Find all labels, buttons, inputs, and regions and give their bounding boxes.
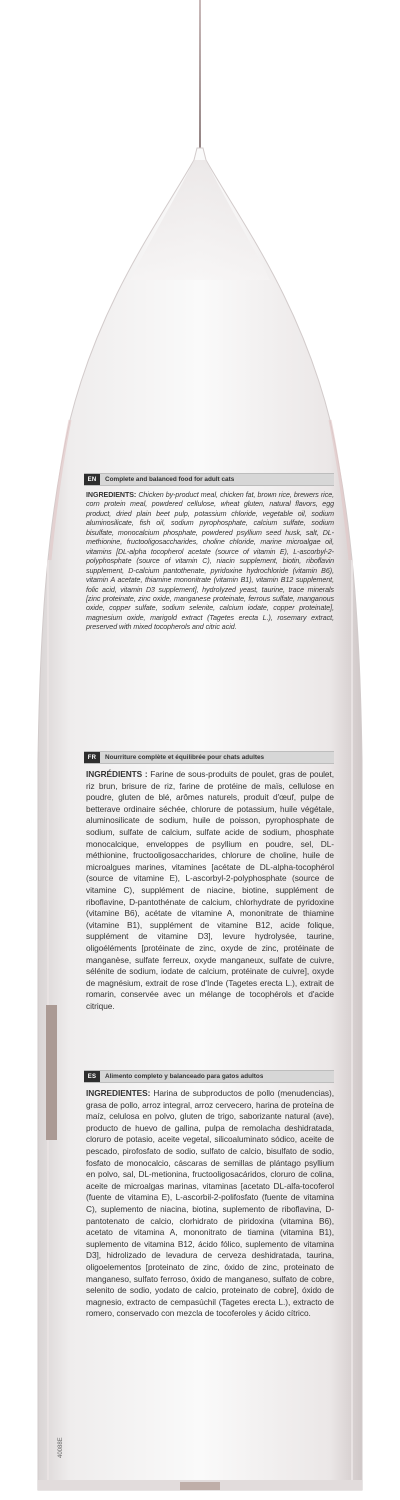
panel-title: Alimento completo y balanceado para gatos adultos <box>105 1073 264 1080</box>
ingredients-list: Farine de sous-produits de poulet, gras de poulet, riz brun, brisure de riz, farine de protéine de maïs, cellulose en poudre, gluten de blé, arômes naturels, produit d'œuf, pulpe de betterave ordinaire séchée, chlorure de potassium, huile végétale, aluminosilicate de sodium, huile de poisson, pyrophosphate de sodium, sulfate de calcium, sulfate acide de sodium, phosphate monocalcique, enveloppes de psyllium en poudre, sel, DL-méthionine, fructooligosaccharides, chlorure de choline, huile de microalgues marines, vitamines [acétate de DL-alpha-tocophérol (source de vitamine E), L-ascorbyl-2-polyphosphate (source de vitamine C), supplément de niacine, biotine, supplément de riboflavine, D-pantothénate de calcium, chlorhydrate de pyridoxine (vitamine B6), acétate de vitamine A, mononitrate de thiamine (vitamine B1), supplément de vitamine B12, acide folique, supplément de vitamine D3], levure hydrolysée, taurine, oligoéléments [protéinate de zinc, oxyde de zinc, protéinate de manganèse, sulfate ferreux, oxyde manganeux, sulfate de cuivre, sélénite de sodium, iodate de calcium, protéinate de cuivre], oxyde de magnésium, extrait de rose d'Inde (Tagetes erecta L.), extrait de romarin, conservée avec un mélange de tocophérols et d'acide citrique. <box>86 769 334 1011</box>
panel-title: Complete and balanced food for adult cats <box>105 476 235 483</box>
ingredients-label: INGREDIENTES: <box>86 1088 151 1098</box>
language-code: FR <box>84 752 100 763</box>
side-color-band <box>46 1005 57 1140</box>
ingredients-panel-en <box>84 473 334 633</box>
ingredients-list: Harina de subproductos de pollo (menudencias), grasa de pollo, arroz integral, arroz cervecero, harina de proteína de maíz, celulosa en polvo, gluten de trigo, saborizante natural (ave), producto de huevo de gallina, pulpa de remolacha deshidratada, cloruro de potasio, aceite vegetal, silicoaluminato sódico, aceite de pescado, pirofosfato de sodio, sulfato de calcio, bisulfato de sodio, fosfato de monocalcio, cáscaras de semillas de plántago psyllium en polvo, sal, DL-metionina, fructooligosacáridos, cloruro de colina, aceite de microalgas marinas, vitaminas [acetato DL-alfa-tocoferol (fuente de vitamina E), L-ascorbil-2-polifosfato (fuente de vitamina C), suplemento de niacina, biotina, suplemento de riboflavina, D-pantotenato de calcio, clorhidrato de piridoxina (vitamina B6), acetato de vitamina A, mononitrato de tiamina (vitamina B1), suplemento de vitamina B12, ácido fólico, suplemento de vitamina D3], hidrolizado de levadura de cerveza deshidratada, taurina, oligoelementos [proteinato de zinc, óxido de zinc, proteinato de manganeso, sulfato ferroso, óxido de manganeso, sulfato de cobre, selenito de sodio, yodato de calcio, proteinato de cobre], óxido de magnesio, extracto de cempasúchil (Tagetes erecta L.), extracto de romero, conservado con mezcla de tocoferoles y ácido cítrico. <box>86 1088 334 1319</box>
ingredients-list: Chicken by-product meal, chicken fat, brown rice, brewers rice, corn protein meal, powdered cellulose, wheat gluten, natural flavors, egg product, dried plain beet pulp, potassium chloride, vegetable oil, sodium aluminosilicate, fish oil, sodium pyrophosphate, calcium sulfate, sodium bisulfate, monocalcium phosphate, powdered psyllium seed husk, salt, DL-methionine, fructooligosaccharides, choline chloride, marine microalgae oil, vitamins [DL-alpha tocopherol acetate (source of vitamin E), L-ascorbyl-2-polyphosphate (source of vitamin C), niacin supplement, biotin, riboflavin supplement, D-calcium pantothenate, pyridoxine hydrochloride (vitamin B6), vitamin A acetate, thiamine mononitrate (vitamin B1), vitamin B12 supplement, folic acid, vitamin D3 supplement], hydrolyzed yeast, taurine, trace minerals [zinc proteinate, zinc oxide, manganese proteinate, ferrous sulfate, manganous oxide, copper sulfate, sodium selenite, calcium iodate, copper proteinate], magnesium oxide, marigold extract (Tagetes erecta L.), rosemary extract, preserved with mixed tocopherols and citric acid. <box>86 491 335 632</box>
ingredients-label: INGREDIENTS: <box>86 491 137 499</box>
side-code-text: 40088E <box>58 1437 64 1458</box>
ingredients-text <box>84 486 334 633</box>
panel-header <box>84 473 334 486</box>
ingredients-text <box>84 764 334 1012</box>
panel-title: Nourriture complète et équilibrée pour chats adultes <box>105 754 265 761</box>
language-code: EN <box>84 474 100 485</box>
ingredients-text <box>84 1083 334 1320</box>
ingredients-panel-fr <box>84 751 334 1012</box>
panel-header <box>84 1070 334 1083</box>
panel-header <box>84 751 334 764</box>
ingredients-panel-es <box>84 1070 334 1320</box>
language-code: ES <box>84 1071 100 1082</box>
ingredients-label: INGRÉDIENTS : <box>86 769 148 779</box>
